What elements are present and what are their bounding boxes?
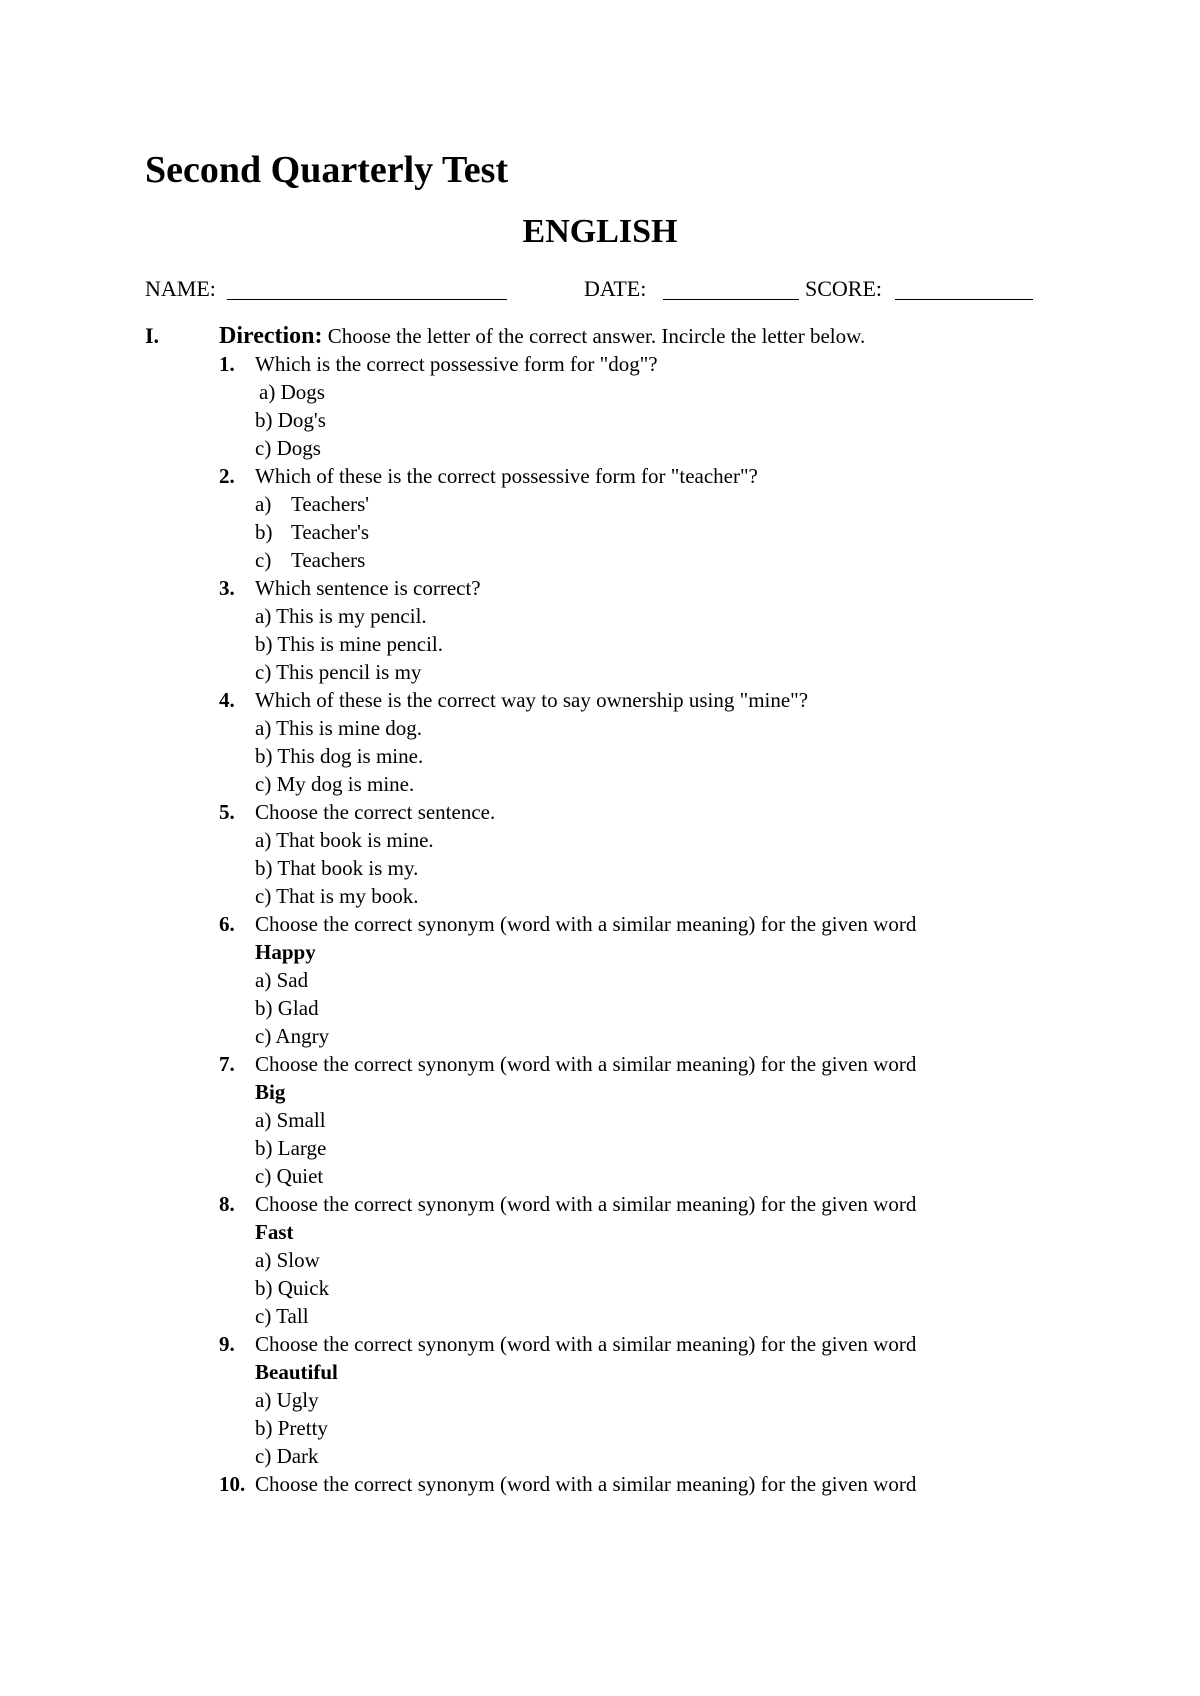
option-text: Teacher's	[291, 520, 370, 544]
answer-option[interactable]: a) This is mine dog.	[255, 716, 423, 740]
option-text: Teachers'	[291, 492, 370, 516]
student-info-line	[145, 272, 1045, 306]
question-item	[219, 1470, 1079, 1498]
answer-option[interactable]: b) Quick	[255, 1276, 330, 1300]
score-label: SCORE:	[805, 276, 883, 301]
question-text: Which is the correct possessive form for "dog"?	[255, 352, 658, 376]
question-number: 10.	[219, 1472, 246, 1496]
question-text: Choose the correct synonym (word with a similar meaning) for the given word	[255, 912, 917, 936]
name-blank[interactable]	[227, 299, 507, 300]
option-letter: b)	[255, 520, 273, 544]
question-item	[219, 686, 1079, 798]
question-number: 4.	[219, 688, 235, 712]
answer-option[interactable]: a) Small	[255, 1108, 326, 1132]
date-blank[interactable]	[663, 299, 799, 300]
answer-option[interactable]: b) That book is my.	[255, 856, 419, 880]
question-number: 8.	[219, 1192, 235, 1216]
question-number: 7.	[219, 1052, 235, 1076]
test-title: Second Quarterly Test	[145, 149, 509, 191]
given-word: Happy	[255, 940, 316, 964]
question-text: Choose the correct synonym (word with a similar meaning) for the given word	[255, 1472, 917, 1496]
question-item	[219, 798, 1079, 910]
score-blank[interactable]	[895, 299, 1033, 300]
question-item	[219, 1330, 1079, 1470]
given-word: Beautiful	[255, 1360, 338, 1384]
answer-option[interactable]: a) That book is mine.	[255, 828, 434, 852]
answer-option[interactable]: b) Large	[255, 1136, 327, 1160]
answer-option[interactable]: c) Dogs	[255, 436, 321, 460]
question-number: 3.	[219, 576, 235, 600]
question-list	[219, 350, 1079, 1498]
question-text: Which of these is the correct possessive form for "teacher"?	[255, 464, 758, 488]
answer-option[interactable]: a) This is my pencil.	[255, 604, 427, 628]
answer-option[interactable]: b) Glad	[255, 996, 319, 1020]
question-item	[219, 1050, 1079, 1190]
given-word: Big	[255, 1080, 286, 1104]
question-item	[219, 1190, 1079, 1330]
answer-option[interactable]: c) Dark	[255, 1444, 319, 1468]
answer-option[interactable]: c) Angry	[255, 1024, 330, 1048]
answer-option[interactable]: a) Sad	[255, 968, 309, 992]
direction-text: Choose the letter of the correct answer. Incircle the letter below.	[327, 324, 866, 348]
question-text: Choose the correct synonym (word with a similar meaning) for the given word	[255, 1192, 917, 1216]
question-text: Choose the correct synonym (word with a similar meaning) for the given word	[255, 1052, 917, 1076]
question-text: Which sentence is correct?	[255, 576, 481, 600]
question-item	[219, 462, 1079, 574]
answer-option[interactable]: c) That is my book.	[255, 884, 419, 908]
name-label: NAME:	[145, 276, 216, 301]
option-letter: a)	[255, 492, 272, 516]
answer-option[interactable]	[255, 490, 1079, 518]
question-text: Which of these is the correct way to say ownership using "mine"?	[255, 688, 809, 712]
answer-option[interactable]: a) Dogs	[259, 380, 325, 404]
option-letter: c)	[255, 548, 272, 572]
direction-label: Direction:	[219, 323, 323, 349]
question-number: 1.	[219, 352, 235, 376]
question-number: 9.	[219, 1332, 235, 1356]
answer-option[interactable]	[255, 518, 1079, 546]
given-word: Fast	[255, 1220, 294, 1244]
question-item	[219, 910, 1079, 1050]
question-number: 6.	[219, 912, 235, 936]
answer-option[interactable]: b) Pretty	[255, 1416, 328, 1440]
answer-option[interactable]: c) My dog is mine.	[255, 772, 415, 796]
section-number: I.	[145, 323, 160, 348]
answer-option[interactable]: b) This dog is mine.	[255, 744, 424, 768]
question-number: 2.	[219, 464, 235, 488]
answer-option[interactable]: a) Slow	[255, 1248, 320, 1272]
question-item	[219, 350, 1079, 462]
question-number: 5.	[219, 800, 235, 824]
answer-option[interactable]: b) This is mine pencil.	[255, 632, 444, 656]
subject-heading: ENGLISH	[522, 213, 678, 250]
answer-option[interactable]: c) This pencil is my	[255, 660, 422, 684]
question-text: Choose the correct synonym (word with a similar meaning) for the given word	[255, 1332, 917, 1356]
answer-option[interactable]: a) Ugly	[255, 1388, 319, 1412]
answer-option[interactable]: c) Tall	[255, 1304, 309, 1328]
option-text: Teachers	[291, 548, 366, 572]
answer-option[interactable]: c) Quiet	[255, 1164, 324, 1188]
question-item	[219, 574, 1079, 686]
date-label: DATE:	[584, 276, 647, 301]
answer-option[interactable]	[255, 546, 1079, 574]
question-text: Choose the correct sentence.	[255, 800, 496, 824]
direction-line	[219, 322, 865, 350]
answer-option[interactable]: b) Dog's	[255, 408, 326, 432]
